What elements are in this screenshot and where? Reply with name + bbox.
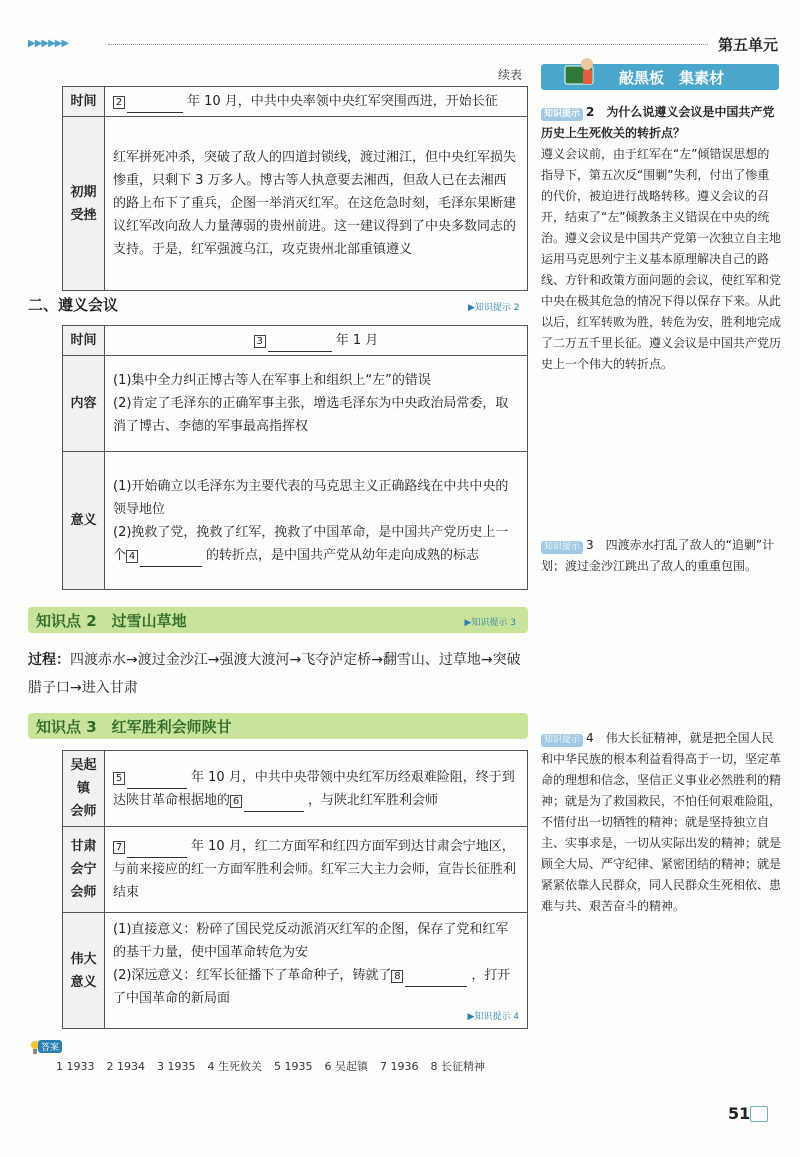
knowledge-point-2-bar: 知识点 2 过雪山草地 ▶知识提示 3	[28, 607, 528, 633]
fill-blank-2[interactable]	[127, 99, 183, 113]
hint-3-link[interactable]: ▶知识提示 3	[464, 618, 516, 628]
tip-4: 知识提示 4 伟大长征精神，就是把全国人民和中华民族的根本利益看得高于一切，坚定革命的理想和信念，坚信正义事业必然胜利的精神；就是为了救国救民，不怕任何艰难险阻，不惜付出一切牺牲的精神；就是坚持独立自主、实事求是，一切从实际出发的精神；就是顾全大局、严守纪律、紧密团结的精神；就是紧紧依靠人民群众，同人民群众生死相依、患难与共、艰苦奋斗的精神。	[541, 731, 782, 913]
section-title-zunyi: 二、遵义会议	[28, 296, 119, 314]
row-head-content: 内容	[63, 356, 105, 452]
knowledge-point-3-bar: 知识点 3 红军胜利会师陕甘	[28, 713, 528, 739]
teacher-blackboard-icon	[559, 56, 599, 88]
row-meaning: (1)开始确立以毛泽东为主要代表的马克思主义正确路线在中共中央的领导地位 (2)挽救了党，挽救了红军，挽救了中国革命，是中国共产党历史上一个 4 的转折点，是中国共产党从幼年走向成熟的标志	[105, 452, 528, 590]
row-significance: (1)直接意义：粉碎了国民党反动派消灭红军的企图，保存了党和红军的基干力量，使中国革命转危为安 (2)深远意义：红军长征播下了革命种子，铸就了 8 ，打开了中国革命的新局面 ▶知识提示 4	[105, 913, 528, 1029]
row-wuqi: 5 年 10 月，中共中央带领中央红军历经艰难险阻，终于到达陕甘革命根据地的 6 ，与陕北红军胜利会师	[105, 751, 528, 827]
row-head-huining: 甘肃 会宁 会师	[63, 827, 105, 913]
process-text: 过程：四渡赤水→渡过金沙江→强渡大渡河→飞夺泸定桥→翻雪山、过草地→突破腊子口→进入甘肃	[28, 652, 521, 696]
row-content: (1)集中全力纠正博古等人在军事上和组织上“左”的错误 (2)肯定了毛泽东的正确军事主张，增选毛泽东为中央政治局常委，取消了博古、李德的军事最高指挥权	[105, 356, 528, 452]
tip-2-badge: 知识提示	[541, 108, 583, 121]
answers-row	[56, 1058, 497, 1074]
answer-item: 4 生死攸关	[207, 1060, 262, 1073]
answer-item: 5 1935	[274, 1060, 313, 1073]
row-head-time: 时间	[63, 326, 105, 356]
zunyi-table	[62, 325, 528, 590]
page-number: 51	[720, 1098, 780, 1128]
book-icon	[750, 1106, 768, 1122]
answers-label: 答案	[38, 1040, 62, 1053]
fill-blank-6[interactable]	[244, 798, 304, 812]
row-huining: 7 年 10 月，红二方面军和红四方面军到达甘肃会宁地区，与前来接应的红一方面军胜利会师。红军三大主力会师，宣告长征胜利结束	[105, 827, 528, 913]
row-head-wuqi: 吴起镇 会师	[63, 751, 105, 827]
fill-blank-4[interactable]	[140, 553, 202, 567]
tip-4-badge: 知识提示	[541, 734, 583, 747]
fill-blank-8[interactable]	[405, 973, 467, 987]
answer-item: 6 吴起镇	[324, 1060, 368, 1073]
fill-blank-3[interactable]	[268, 338, 332, 352]
tip-2: 知识提示 2 为什么说遵义会议是中国共产党历史上生死攸关的转折点？ 遵义会议前，由于红军在“左”倾错误思想的指导下，第五次反“围剿”失利，付出了惨重的代价，被迫进行战略转移。遵义会议的召开，结束了“左”倾教条主义错误在中央的统治。遵义会议是中国共产党第一次独立自主地运用马克思列宁主义基本原理解决自己的路线、方针和政策方面问题的会议，使红军和党中央在极其危急的情况下得以保存下来。从此以后，红军转败为胜，转危为安，胜利地完成了二万五千里长征。遵义会议是中国共产党历史上一个伟大的转折点。	[541, 105, 782, 371]
row-head-significance: 伟大 意义	[63, 913, 105, 1029]
header-decoration: ▶▶▶▶▶▶	[28, 38, 708, 50]
answer-item: 7 1936	[380, 1060, 419, 1073]
row-time: 3 年 1 月	[105, 326, 528, 356]
tip-3: 知识提示 3 四渡赤水打乱了敌人的“追剿”计划；渡过金沙江跳出了敌人的重重包围。	[541, 538, 775, 573]
unit-title: 第五单元	[717, 36, 778, 54]
continued-label: 续表	[498, 68, 523, 82]
long-march-table	[62, 86, 528, 291]
fill-blank-5[interactable]	[127, 775, 187, 789]
answer-item: 2 1934	[106, 1060, 145, 1073]
answer-item: 1 1933	[56, 1060, 95, 1073]
row-head-meaning: 意义	[63, 452, 105, 590]
victory-table	[62, 750, 528, 1029]
hint-2-link[interactable]: ▶知识提示 2	[468, 303, 520, 313]
hint-4-link[interactable]: ▶知识提示 4	[467, 1011, 519, 1022]
blackboard-banner: 敲黑板 集素材	[541, 64, 779, 90]
tip-3-badge: 知识提示	[541, 541, 583, 554]
row-setback-text: 红军拼死冲杀，突破了敌人的四道封锁线，渡过湘江，但中央红军损失惨重，只剩下 3 万多人。博古等人执意要去湘西，但敌人已在去湘西的路上布下了重兵，企图一举消灭红军。在这危急时刻，毛泽东果断建议红军改向敌人力量薄弱的贵州前进。这一建议得到了中央多数同志的支持。于是，红军强渡乌江，攻克贵州北部重镇遵义	[105, 117, 528, 291]
answer-item: 8 长征精神	[430, 1060, 485, 1073]
row-time: 2 年 10 月，中共中央率领中央红军突围西进，开始长征	[105, 87, 528, 117]
row-head-setback: 初期 受挫	[63, 117, 105, 291]
answer-item: 3 1935	[157, 1060, 196, 1073]
row-head-time: 时间	[63, 87, 105, 117]
fill-blank-7[interactable]	[127, 844, 187, 858]
